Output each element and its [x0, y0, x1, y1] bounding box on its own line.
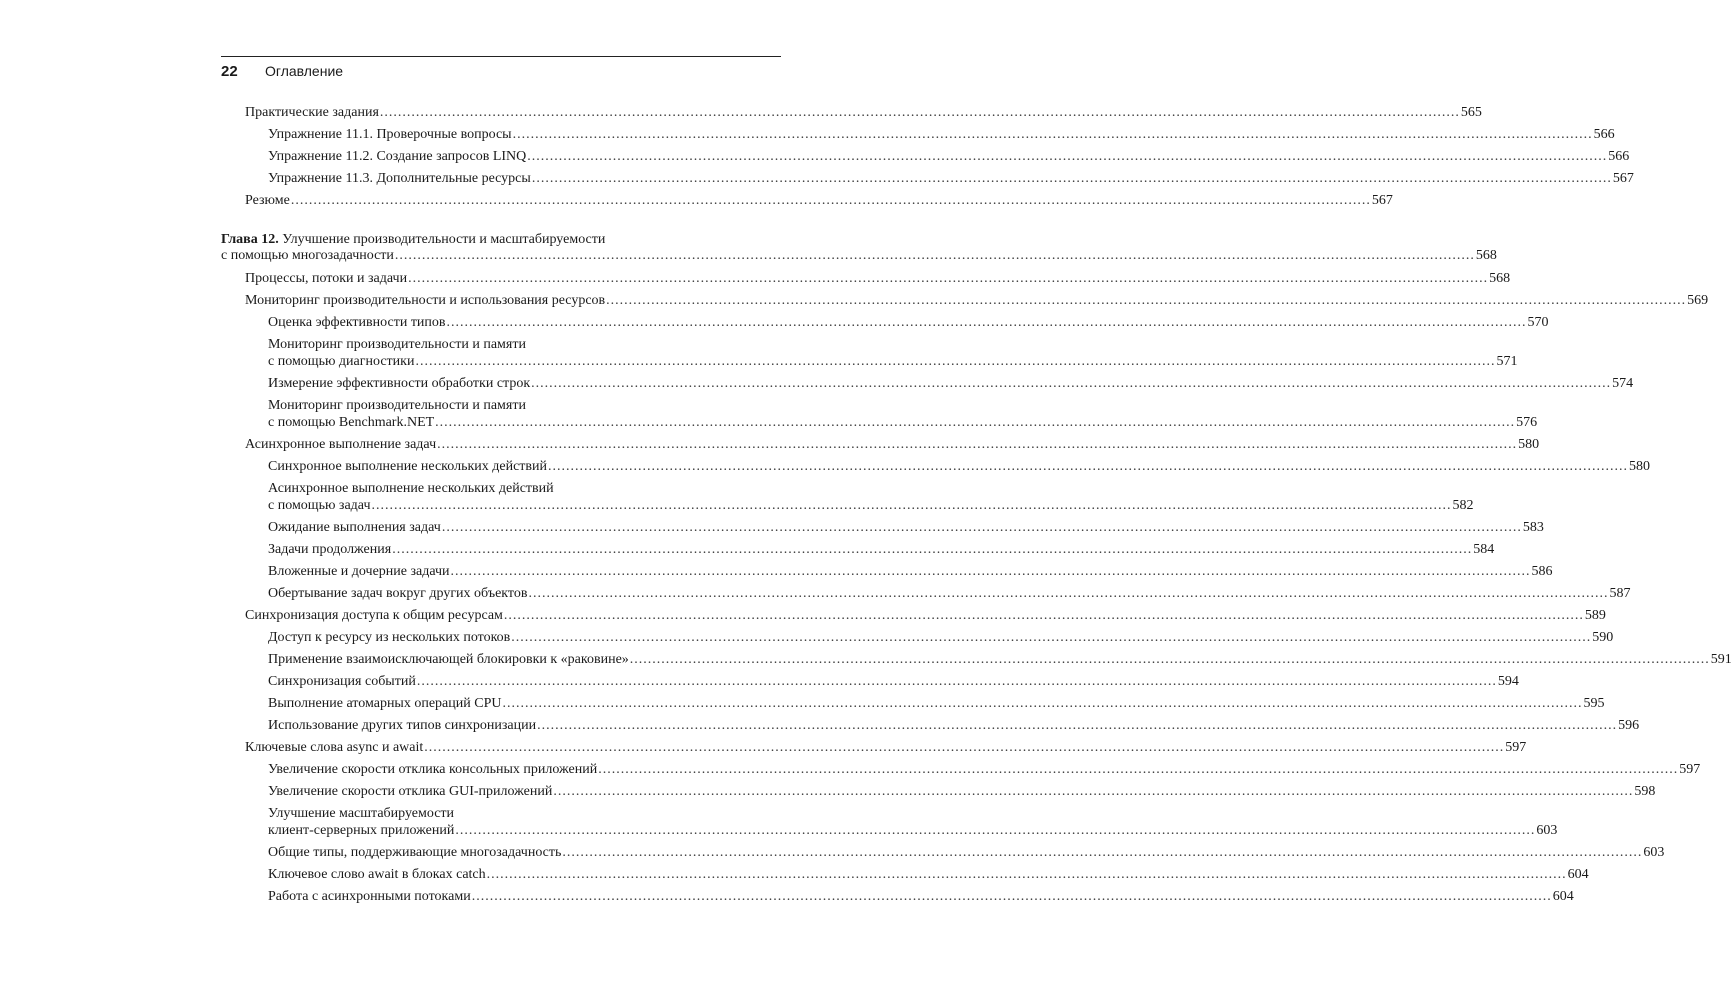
running-title: Оглавление: [265, 63, 344, 79]
toc-entry-res-access[interactable]: [0, 629, 1614, 647]
toc-entry-summary[interactable]: [0, 192, 1393, 210]
toc-entry-label: Применение взаимоисключающей блокировки к «раковине»: [268, 652, 629, 667]
dot-leader: [606, 292, 1686, 310]
toc-entry-strings[interactable]: [0, 375, 1634, 393]
toc-entry-sync-multi[interactable]: [0, 458, 1651, 476]
toc-entry-types-eff[interactable]: [0, 314, 1549, 332]
dot-leader: [472, 888, 1552, 906]
toc-entry-label: Использование других типов синхронизации: [268, 718, 537, 733]
toc-entry-label: Выполнение атомарных операций CPU: [268, 696, 502, 711]
toc-entry-label: Ключевое слово await в блоках catch: [268, 867, 486, 882]
toc-entry-page: 571: [1496, 354, 1518, 369]
toc-entry-page: 580: [1629, 459, 1651, 474]
chapter-title-line1: Улучшение производительности и масштабируемости: [282, 232, 606, 247]
toc-entry-atomic[interactable]: [0, 695, 1605, 713]
dot-leader: [562, 844, 1642, 862]
toc-entry-page: 570: [1527, 315, 1549, 330]
toc-entry-async-multi[interactable]: [0, 497, 1474, 515]
dot-leader: [513, 126, 1593, 144]
toc-entry-wait-tasks[interactable]: [0, 519, 1544, 537]
dot-leader: [553, 783, 1633, 801]
toc-entry-page: 582: [1452, 498, 1474, 513]
toc-entry-label: Практические задания: [245, 105, 379, 120]
toc-entry-await-catch[interactable]: [0, 866, 1589, 884]
toc-entry-label: Задачи продолжения: [268, 542, 392, 557]
dot-leader: [527, 148, 1607, 166]
toc-entry-page: 580: [1518, 437, 1540, 452]
toc-entry-continuation[interactable]: [0, 541, 1495, 559]
dot-leader: [537, 717, 1617, 735]
toc-entry-label: Доступ к ресурсу из нескольких потоков: [268, 630, 511, 645]
toc-entry-page: 589: [1584, 608, 1606, 623]
toc-entry-page: 597: [1505, 740, 1527, 755]
toc-entry-page: 595: [1583, 696, 1605, 711]
toc-entry-label: Синхронизация событий: [268, 674, 416, 689]
toc-entry-async-multi-line1[interactable]: Асинхронное выполнение нескольких действий: [268, 481, 554, 496]
toc-entry-bench[interactable]: [0, 414, 1538, 432]
toc-entry-nested[interactable]: [0, 563, 1553, 581]
toc-entry-page: 587: [1609, 586, 1631, 601]
toc-entry-page: 586: [1531, 564, 1553, 579]
toc-entry-page: 567: [1371, 193, 1393, 208]
toc-entry-label: Оценка эффективности типов: [268, 315, 446, 330]
toc-entry-page: 568: [1489, 271, 1511, 286]
chapter-title-line2: с помощью многозадачности: [221, 248, 394, 263]
toc-entry-label: Ключевые слова async и await: [245, 740, 424, 755]
toc-entry-page: 604: [1552, 889, 1574, 904]
dot-leader: [451, 563, 1531, 581]
toc-entry-page: 596: [1618, 718, 1640, 733]
dot-leader: [442, 519, 1522, 537]
dot-leader: [531, 375, 1611, 393]
toc-entry-label: Упражнение 11.3. Дополнительные ресурсы: [268, 171, 531, 186]
toc-entry-common-types[interactable]: [0, 844, 1665, 862]
toc-entry-sync-access[interactable]: [0, 607, 1606, 625]
toc-entry-page: 603: [1536, 823, 1558, 838]
toc-entry-page: 565: [1460, 105, 1482, 120]
dot-leader: [511, 629, 1591, 647]
toc-entry-label: Процессы, потоки и задачи: [245, 271, 408, 286]
toc-entry-page: 567: [1612, 171, 1634, 186]
toc-entry-ex1[interactable]: [0, 126, 1615, 144]
toc-entry-async-streams[interactable]: [0, 888, 1574, 906]
dot-leader: [291, 192, 1371, 210]
dot-leader: [447, 314, 1527, 332]
toc-entry-scalability[interactable]: [0, 822, 1558, 840]
toc-entry-label: Увеличение скорости отклика GUI-приложений: [268, 784, 553, 799]
toc-entry-page: 583: [1522, 520, 1544, 535]
toc-entry-mutex[interactable]: [0, 651, 1732, 669]
dot-leader: [532, 170, 1612, 188]
dot-leader: [487, 866, 1567, 884]
toc-entry-practice[interactable]: [0, 104, 1482, 122]
toc-entry-label: Асинхронное выполнение задач: [245, 437, 437, 452]
page-number: 22: [221, 62, 238, 80]
toc-entry-label: Ожидание выполнения задач: [268, 520, 441, 535]
chapter-heading-line2[interactable]: [0, 247, 1497, 265]
dot-leader: [435, 414, 1515, 432]
chapter-number: Глава 12.: [221, 232, 279, 247]
toc-entry-async-exec[interactable]: [0, 436, 1540, 454]
dot-leader: [630, 651, 1710, 669]
toc-entry-label: Работа с асинхронными потоками: [268, 889, 471, 904]
toc-entry-label: Измерение эффективности обработки строк: [268, 376, 531, 391]
toc-entry-events-sync[interactable]: [0, 673, 1519, 691]
toc-entry-page: 574: [1612, 376, 1634, 391]
dot-leader: [424, 739, 1504, 757]
toc-entry-ex3[interactable]: [0, 170, 1634, 188]
toc-entry-processes[interactable]: [0, 270, 1511, 288]
toc-entry-gui-resp[interactable]: [0, 783, 1656, 801]
toc-entry-async-await[interactable]: [0, 739, 1527, 757]
toc-entry-monitoring[interactable]: [0, 292, 1709, 310]
toc-entry-page: 576: [1516, 415, 1538, 430]
toc-entry-label: Синхронное выполнение нескольких действий: [268, 459, 548, 474]
dot-leader: [380, 104, 1460, 122]
toc-entry-diag[interactable]: [0, 353, 1518, 371]
dot-leader: [548, 458, 1628, 476]
dot-leader: [417, 673, 1497, 691]
toc-entry-label: клиент-серверных приложений: [268, 823, 455, 838]
toc-entry-page: 584: [1473, 542, 1495, 557]
toc-entry-page: 594: [1497, 674, 1519, 689]
toc-entry-label: с помощью Benchmark.NET: [268, 415, 435, 430]
toc-entry-page: 591: [1710, 652, 1732, 667]
dot-leader: [408, 270, 1488, 288]
toc-entry-page: 569: [1687, 293, 1709, 308]
toc-entry-page: 598: [1634, 784, 1656, 799]
toc-entry-label: Мониторинг производительности и использования ресурсов: [245, 293, 606, 308]
toc-entry-label: Обертывание задач вокруг других объектов: [268, 586, 528, 601]
toc-entry-diag-line1[interactable]: Мониторинг производительности и памяти: [268, 337, 526, 352]
toc-entry-ex2[interactable]: [0, 148, 1630, 166]
dot-leader: [598, 761, 1678, 779]
toc-entry-page: 597: [1679, 762, 1701, 777]
dot-leader: [415, 353, 1495, 371]
toc-entry-label: Общие типы, поддерживающие многозадачность: [268, 845, 562, 860]
toc-entry-label: с помощью диагностики: [268, 354, 415, 369]
toc-entry-label: Упражнение 11.1. Проверочные вопросы: [268, 127, 512, 142]
toc-entry-label: Вложенные и дочерние задачи: [268, 564, 450, 579]
dot-leader: [437, 436, 1517, 454]
toc-entry-wrapping[interactable]: [0, 585, 1631, 603]
toc-entry-bench-line1[interactable]: Мониторинг производительности и памяти: [268, 398, 526, 413]
dot-leader: [371, 497, 1451, 515]
toc-entry-page: 604: [1567, 867, 1589, 882]
toc-entry-label: с помощью задач: [268, 498, 371, 513]
toc-entry-label: Увеличение скорости отклика консольных приложений: [268, 762, 598, 777]
toc-entry-console-resp[interactable]: [0, 761, 1701, 779]
dot-leader: [455, 822, 1535, 840]
dot-leader: [392, 541, 1472, 559]
toc-entry-page: 590: [1592, 630, 1614, 645]
toc-entry-other-sync[interactable]: [0, 717, 1640, 735]
toc-entry-scalability-line1[interactable]: Улучшение масштабируемости: [268, 806, 455, 821]
toc-entry-page: 568: [1475, 248, 1497, 263]
toc-entry-page: 566: [1593, 127, 1615, 142]
dot-leader: [528, 585, 1608, 603]
dot-leader: [504, 607, 1584, 625]
toc-entry-label: Резюме: [245, 193, 290, 208]
toc-entry-page: 603: [1643, 845, 1665, 860]
dot-leader: [395, 247, 1475, 265]
toc-entry-label: Синхронизация доступа к общим ресурсам: [245, 608, 503, 623]
toc-entry-label: Упражнение 11.2. Создание запросов LINQ: [268, 149, 527, 164]
toc-entry-page: 566: [1608, 149, 1630, 164]
dot-leader: [502, 695, 1582, 713]
